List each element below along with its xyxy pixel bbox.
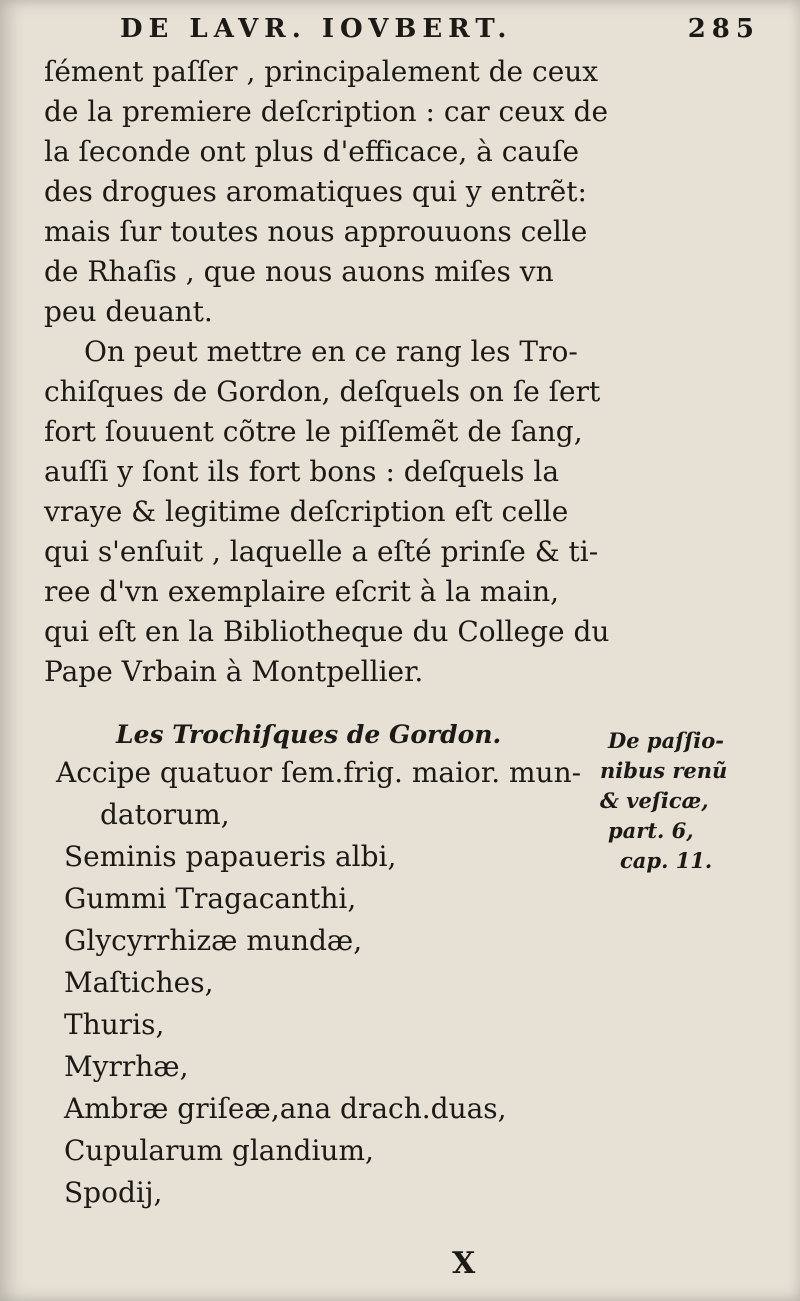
recipe-line: Seminis papaueris albi,	[64, 840, 397, 873]
recipe-line: Ambræ griſeæ,ana drach.duas,	[64, 1092, 507, 1125]
text-line: qui s'enſuit , laquelle a eſté prinſe & ti-	[44, 535, 599, 568]
text-line: auſſi y ſont ils fort bons : deſquels la	[44, 455, 560, 488]
text-line: vraye & legitime deſcription eſt celle	[44, 495, 569, 528]
text-line: ſément paſſer , principalement de ceux	[44, 55, 599, 88]
recipe-list	[56, 752, 581, 1214]
recipe-line: Gummi Tragacanthi,	[64, 882, 357, 915]
recipe-line: Maſtiches,	[64, 966, 214, 999]
margin-note-line: part. 6,	[608, 818, 694, 843]
text-line: Pape Vrbain à Montpellier.	[44, 655, 424, 688]
margin-note-line: nibus renũ	[600, 758, 728, 783]
text-line: ree d'vn exemplaire eſcrit à la main,	[44, 575, 560, 608]
text-line: fort ſouuent cõtre le piſſemẽt de ſang,	[44, 415, 583, 448]
text-line: peu deuant.	[44, 295, 213, 328]
running-title: DE LAVR. IOVBERT.	[120, 14, 513, 44]
recipe-line: Glycyrrhizæ mundæ,	[64, 924, 363, 957]
margin-note-line: & veſicæ,	[600, 788, 709, 813]
text-line: la ſeconde ont plus d'efficace, à cauſe	[44, 135, 580, 168]
recipe-line: Spodij,	[64, 1176, 163, 1209]
recipe-line: Accipe quatuor ſem.frig. maior. mun-	[56, 756, 582, 789]
paragraph-first-line: On peut mettre en ce rang les Tro-	[84, 335, 578, 368]
text-line: qui eſt en la Bibliotheque du College du	[44, 615, 610, 648]
text-line: de la premiere deſcription : car ceux de	[44, 95, 609, 128]
margin-note-line: De paſſio-	[608, 728, 724, 753]
catchword: X	[452, 1246, 476, 1281]
margin-note-line: cap. 11.	[620, 848, 713, 873]
text-line: des drogues aromatiques qui y entrẽt:	[44, 175, 587, 208]
recipe-line: Thuris,	[64, 1008, 165, 1041]
recipe-line: Myrrhæ,	[64, 1050, 189, 1083]
text-line: mais ſur toutes nous approuuons celle	[44, 215, 588, 248]
recipe-line: datorum,	[100, 798, 230, 831]
recipe-heading: Les Trochiſques de Gordon.	[116, 720, 502, 749]
text-line: chiſques de Gordon, deſquels on ſe ſert	[44, 375, 601, 408]
body-text	[44, 52, 764, 692]
page-number: 285	[687, 14, 760, 44]
margin-note	[592, 726, 792, 876]
text-line: de Rhaſis , que nous auons miſes vn	[44, 255, 554, 288]
recipe-line: Cupularum glandium,	[64, 1134, 374, 1167]
